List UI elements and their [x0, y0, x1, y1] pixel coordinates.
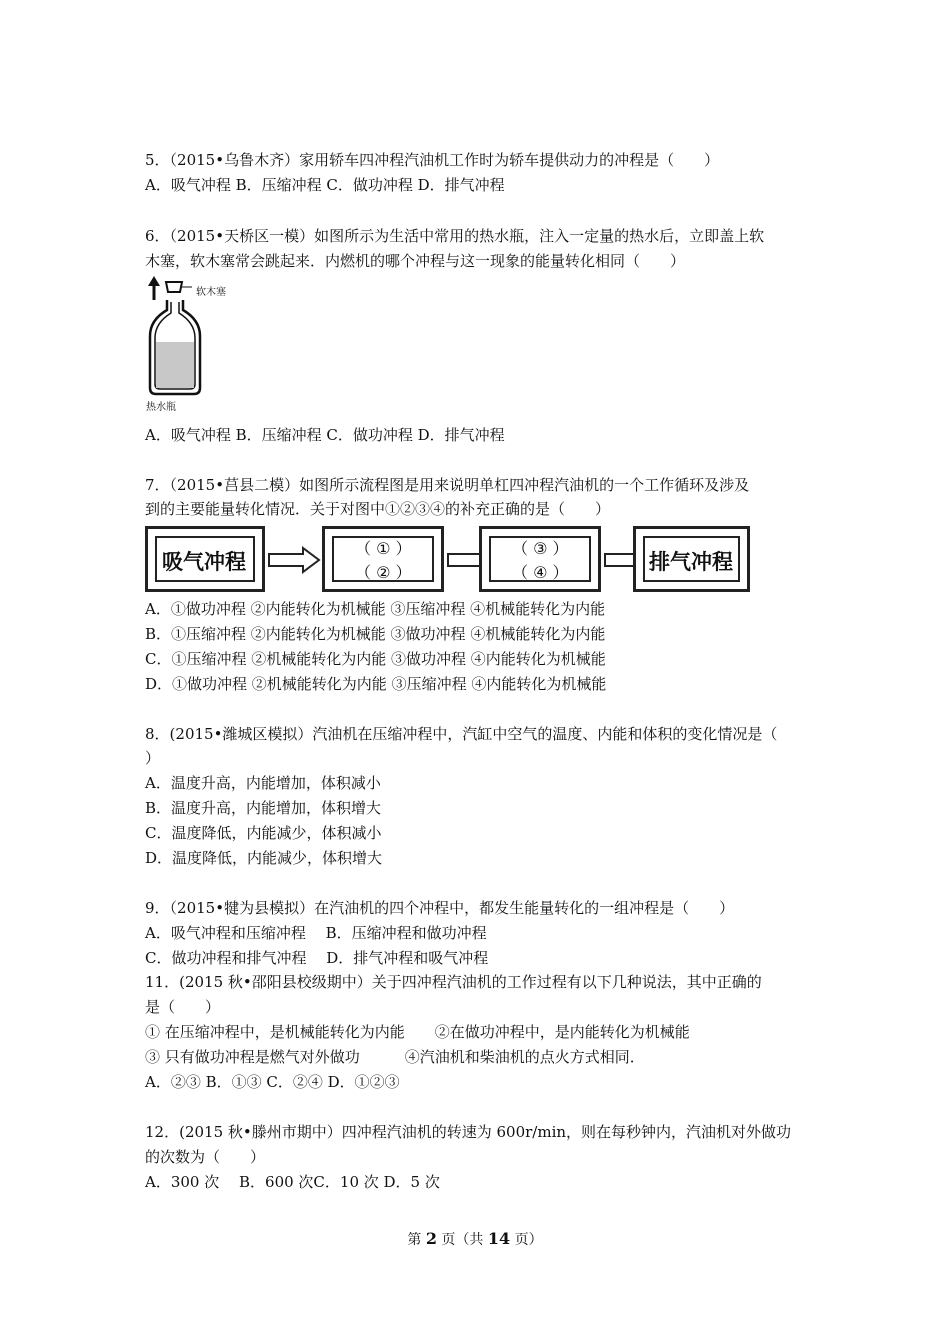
q8-option-c: C．温度降低，内能减少，体积减小 [145, 824, 382, 842]
q6-stem-line1: 6．（2015•天桥区一模）如图所示为生活中常用的热水瓶，注入一定量的热水后，立即盖上软 [145, 227, 765, 245]
q9-options-ab: A．吸气冲程和压缩冲程 B．压缩冲程和做功冲程 [145, 924, 487, 942]
q5-options: A．吸气冲程 B．压缩冲程 C．做功冲程 D．排气冲程 [145, 176, 505, 194]
q9-options-cd: C．做功冲程和排气冲程 D．排气冲程和吸气冲程 [145, 949, 489, 967]
footer-mid: 页（共 [436, 1232, 488, 1248]
q8-option-a: A．温度升高，内能增加，体积减小 [145, 774, 381, 792]
q7-option-b: B．①压缩冲程 ②内能转化为机械能 ③做功冲程 ④机械能转化为内能 [145, 625, 606, 643]
q11-statements-34: ③ 只有做功冲程是燃气对外做功 ④汽油机和柴油机的点火方式相同． [145, 1048, 645, 1066]
flow-box-unknown-12 [322, 526, 444, 592]
flow-slot-3: （ ③ ） [512, 539, 569, 558]
q7-option-d: D．①做功冲程 ②机械能转化为内能 ③压缩冲程 ④内能转化为机械能 [145, 675, 607, 693]
stroke-flowchart [145, 526, 750, 592]
flow-box-intake-label: 吸气冲程 [162, 550, 246, 574]
q12-stem-line2: 的次数为（ ） [145, 1148, 266, 1166]
footer-page-number: 2 [425, 1229, 437, 1248]
flow-box-unknown-34 [479, 526, 601, 592]
flow-box-intake [145, 526, 265, 592]
thermos-illustration [140, 276, 250, 416]
page-footer [0, 1229, 950, 1249]
q11-options: A．②③ B．①③ C．②④ D．①②③ [145, 1073, 400, 1091]
thermos-figure [140, 276, 250, 416]
q8-option-d: D．温度降低，内能减少，体积增大 [145, 849, 383, 867]
q7-option-c: C．①压缩冲程 ②机械能转化为内能 ③做功冲程 ④内能转化为机械能 [145, 650, 606, 668]
q8-option-b: B．温度升高，内能增加，体积增大 [145, 799, 382, 817]
q8-stem-line1: 8．(2015•潍城区模拟）汽油机在压缩冲程中，汽缸中空气的温度、内能和体积的变化情况是（ [145, 725, 778, 743]
flow-box-exhaust [633, 526, 750, 592]
flow-box-exhaust-label: 排气冲程 [649, 550, 733, 574]
footer-suffix: 页） [510, 1232, 543, 1248]
q7-option-a: A．①做功冲程 ②内能转化为机械能 ③压缩冲程 ④机械能转化为内能 [145, 600, 606, 618]
q5-stem: 5．（2015•乌鲁木齐）家用轿车四冲程汽油机工作时为轿车提供动力的冲程是（ ） [145, 151, 720, 169]
q11-statements-12: ① 在压缩冲程中，是机械能转化为内能 ②在做功冲程中，是内能转化为机械能 [145, 1023, 690, 1041]
q11-stem-line2: 是（ ） [145, 998, 221, 1016]
q12-stem-line1: 12．(2015 秋•滕州市期中）四冲程汽油机的转速为 600r/min，则在每秒钟内，汽油机对外做功 [145, 1123, 792, 1141]
flow-slot-1: （ ① ） [355, 539, 412, 558]
q9-stem: 9．（2015•犍为县模拟）在汽油机的四个冲程中，都发生能量转化的一组冲程是（ ） [145, 899, 735, 917]
q6-stem-line2: 木塞，软木塞常会跳起来．内燃机的哪个冲程与这一现象的能量转化相同（ ） [145, 252, 686, 270]
q7-stem-line2: 到的主要能量转化情况．关于对图中①②③④的补充正确的是（ ） [145, 500, 611, 518]
q11-stem-line1: 11．(2015 秋•邵阳县校级期中）关于四冲程汽油机的工作过程有以下几种说法，其中正确的 [145, 973, 762, 991]
thermos-label: 热水瓶 [146, 402, 176, 413]
flow-arrow-1 [267, 546, 321, 574]
q8-stem-line2: ） [145, 749, 161, 767]
flow-slot-4: （ ④ ） [512, 563, 569, 582]
q6-options: A．吸气冲程 B．压缩冲程 C．做功冲程 D．排气冲程 [145, 426, 505, 444]
q12-options: A．300 次 B．600 次C．10 次 D．5 次 [145, 1173, 440, 1191]
footer-prefix: 第 [407, 1232, 426, 1248]
footer-total-pages: 14 [487, 1229, 511, 1248]
cork-label: 软木塞 [196, 287, 226, 298]
flow-slot-2: （ ② ） [355, 563, 412, 582]
q7-stem-line1: 7．（2015•莒县二模）如图所示流程图是用来说明单杠四冲程汽油机的一个工作循环及涉及 [145, 476, 750, 494]
